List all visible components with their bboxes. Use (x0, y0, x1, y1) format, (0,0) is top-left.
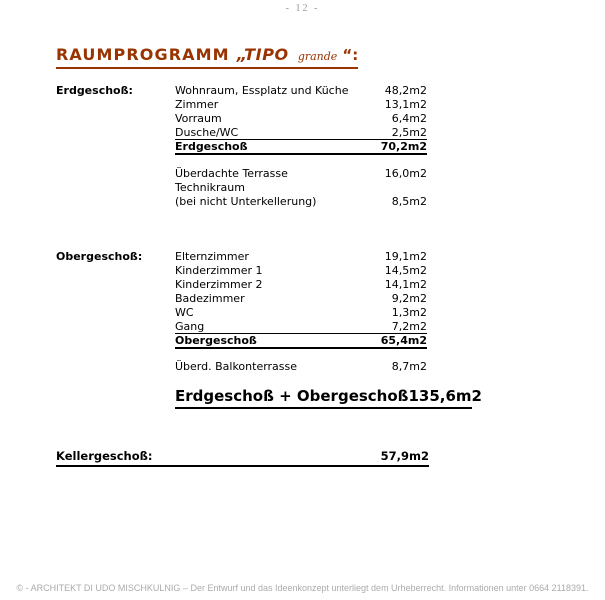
summary-area: 135,6m2 (408, 387, 482, 405)
room-area: 7,2m2 (391, 320, 427, 333)
title-tipo: „TIPO (236, 45, 289, 64)
erdgeschoss-total-row (175, 140, 427, 155)
annex-rows (175, 167, 427, 209)
obergeschoss-label: Obergeschoß: (56, 250, 143, 263)
room-name: Vorraum (175, 112, 222, 125)
room-name: Dusche/WC (175, 126, 239, 139)
room-name: Elternzimmer (175, 250, 249, 263)
section-obergeschoss (56, 250, 427, 349)
summary-row (175, 387, 482, 409)
room-row (175, 195, 427, 209)
room-area: 16,0m2 (384, 167, 427, 180)
copyright-footer: © - ARCHITEKT DI UDO MISCHKULNIG – Der Entwurf und das Ideenkonzept unterliegt dem Urheberrecht. Informationen unter 0664 2118391. (16, 583, 589, 593)
section-erdgeschoss (56, 84, 427, 155)
obergeschoss-rows (175, 250, 427, 349)
total-area: 70,2m2 (380, 140, 427, 153)
room-name: WC (175, 306, 194, 319)
room-row (175, 292, 427, 306)
room-area: 1,3m2 (391, 306, 427, 319)
room-row (175, 181, 427, 195)
room-name: Zimmer (175, 98, 219, 111)
kellergeschoss-row (56, 449, 429, 467)
room-row (175, 320, 427, 334)
room-row (175, 98, 427, 112)
room-area: 19,1m2 (384, 250, 427, 263)
room-name: (bei nicht Unterkellerung) (175, 195, 317, 208)
room-row (175, 84, 427, 98)
kellergeschoss-label: Kellergeschoß: (56, 449, 153, 463)
room-area: 2,5m2 (391, 126, 427, 139)
room-name: Kinderzimmer 1 (175, 264, 263, 277)
room-area: 8,5m2 (391, 195, 427, 208)
balkon-row-wrap (175, 360, 427, 374)
page-number: - 12 - (285, 3, 320, 14)
room-row (175, 264, 427, 278)
total-name: Obergeschoß (175, 334, 257, 347)
room-area: 14,5m2 (384, 264, 427, 277)
room-area: 14,1m2 (384, 278, 427, 291)
page-title (56, 46, 358, 69)
room-name: Technikraum (175, 181, 245, 194)
room-name: Überd. Balkonterrasse (175, 360, 298, 373)
room-row (175, 112, 427, 126)
room-area: 8,7m2 (391, 360, 427, 373)
room-name: Gang (175, 320, 205, 333)
kellergeschoss-area: 57,9m2 (380, 449, 429, 463)
room-area: 9,2m2 (391, 292, 427, 305)
room-row (175, 126, 427, 140)
title-main: RAUMPROGRAMM (56, 45, 230, 64)
room-area: 6,4m2 (391, 112, 427, 125)
room-name: Badezimmer (175, 292, 245, 305)
room-row (175, 360, 427, 374)
room-row (175, 278, 427, 292)
total-name: Erdgeschoß (175, 140, 248, 153)
room-name: Überdachte Terrasse (175, 167, 288, 180)
room-name: Wohnraum, Essplatz und Küche (175, 84, 349, 97)
obergeschoss-total-row (175, 334, 427, 349)
title-suffix: “: (342, 46, 359, 64)
title-grande: grande (297, 50, 338, 63)
erdgeschoss-label: Erdgeschoß: (56, 84, 133, 97)
room-row (175, 167, 427, 181)
room-area: 13,1m2 (384, 98, 427, 111)
summary-name: Erdgeschoß + Obergeschoß (175, 387, 409, 405)
room-row (175, 250, 427, 264)
erdgeschoss-rows (175, 84, 427, 155)
total-area: 65,4m2 (380, 334, 427, 347)
room-row (175, 306, 427, 320)
room-name: Kinderzimmer 2 (175, 278, 263, 291)
room-area: 48,2m2 (384, 84, 427, 97)
